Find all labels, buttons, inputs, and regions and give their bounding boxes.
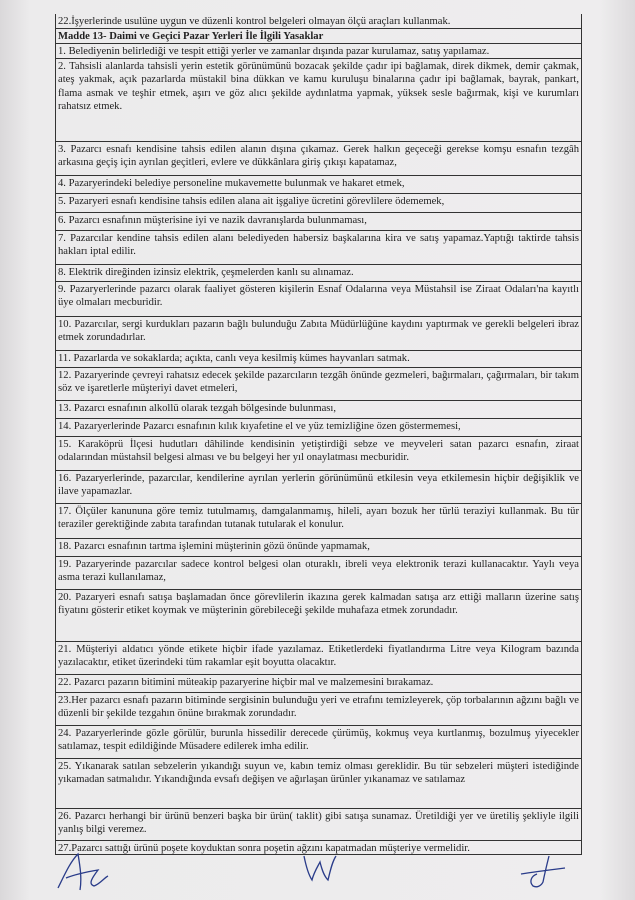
article-13-item-2: 2. Tahsisli alanlarda tahsisli yerin estetik görünümünü bozacak şekilde çadır ipi bağlamak, direk dikmek, demir çakmak, ateş yakmak, açık pazarlarda müstakil bina dükkan ve kamu kuruluşu binalarına çadır ipi bağlamak, bayrak, pankart, flama asmak ve teşhir etmek, aşırı ve göz alıcı şekilde aydınlatma yapmak, yüksek sesle bağırmak, kişi ve kurumları rahatsız etmek.: [56, 59, 581, 142]
article-13-item-10: 10. Pazarcılar, sergi kurdukları pazarın bağlı bulunduğu Zabıta Müdürlüğüne kaydını yaptırmak ve gerekli belgeleri ibraz etmek zorundadırlar.: [56, 317, 581, 351]
article-13-item-25: 25. Yıkanarak satılan sebzelerin yıkandığı suyun ve, kabın temiz olması gereklidir. Bu tür sebzeleri müşteri istediğinde yıkamadan satmalıdır. Yıkandığında evsafı değişen ve ağırlaşan ürünler yıkanamaz ve satılamaz: [56, 759, 581, 809]
article-13-item-13: 13. Pazarcı esnafının alkollü olarak tezgah bölgesinde bulunması,: [56, 401, 581, 419]
article-13-item-23: 23.Her pazarcı esnafı pazarın bitiminde sergisinin bulunduğu yeri ve etrafını temizleyerek, çöp torbalarının ağzını bağlı ve düzenli bir şekilde tezgahın önüne bırakmak zorundadır.: [56, 693, 581, 726]
article-13-item-18: 18. Pazarcı esnafının tartma işlemini müşterinin gözü önünde yapmamak,: [56, 539, 581, 557]
article-13-item-24: 24. Pazaryerlerinde gözle görülür, burunla hissedilir derecede çürümüş, kokmuş veya kurtlanmış, bozulmuş yiyecekler satılamaz, tespit edildiğinde Müsadere edilerek imha edilir.: [56, 726, 581, 759]
article-13-item-15: 15. Karaköprü İlçesi hudutları dâhilinde kendisinin yetiştirdiği sebze ve meyveleri satan pazarcı esnafın, ziraat odalarından müstahsil belgesi alması ve bu belgeyi her yıl onaylatması mecburidir.: [56, 437, 581, 471]
article-13-item-21: 21. Müşteriyi aldatıcı yönde etikete hiçbir ifade yazılamaz. Etiketlerdeki fiyatlandırma Litre veya Kilogram bazında yazılacaktır, etiket üzerindeki tüm rakamlar eşit boyutta olacaktır.: [56, 642, 581, 675]
article-13-item-17: 17. Ölçüler kanununa göre temiz tutulmamış, damgalanmamış, hileli, ayarı bozuk her türlü teraziyi kullanmak. Bu tür teraziler gerektiğinde zabıta tarafından tutanak tutularak el konulur.: [56, 504, 581, 539]
article-13-item-22: 22. Pazarcı pazarın bitimini müteakip pazaryerine hiçbir mal ve malzemesini bırakamaz.: [56, 675, 581, 693]
article-13-item-20: 20. Pazaryeri esnafı satışa başlamadan önce görevlilerin ikazına gerek kalmadan satışa arz ettiği malların üzerine satış fiyatını gösterir etiket koymak ve müşterinin görebileceği şekilde muhafaza etmek zorundadır.: [56, 590, 581, 642]
article-13-item-27: 27.Pazarcı sattığı ürünü poşete koyduktan sonra poşetin ağzını kapatmadan müşteriye vermelidir.: [58, 843, 470, 854]
article-13-item-3: 3. Pazarcı esnafı kendisine tahsis edilen alanın dışına çıkamaz. Gerek halkın geçeceği gerekse komşu esnafın tezgâh arkasına geçiş için ayrılan geçitleri, evlere ve dükkânlara giriş çıkışı kapatamaz,: [56, 142, 581, 176]
article-13-item-4: 4. Pazaryerindeki belediye personeline mukavemette bulunmak ve hakaret etmek,: [56, 176, 581, 194]
article-13-item-11: 11. Pazarlarda ve sokaklarda; açıkta, canlı veya kesilmiş kümes hayvanları satmak.: [56, 351, 581, 368]
article-13-item-7: 7. Pazarcılar kendine tahsis edilen alanı belediyeden habersiz başkalarına kira ve satış yapamaz.Yaptığı taktirde tahsis hakları iptal edilir.: [56, 231, 581, 265]
article-13-item-14: 14. Pazaryerlerinde Pazarcı esnafının kılık kıyafetine el ve yüz temizliğine özen göstermemesi,: [56, 419, 581, 437]
article-12-item-22: 22.İşyerlerinde usulüne uygun ve düzenli kontrol belgeleri olmayan ölçü araçları kullanmak.: [56, 14, 581, 29]
article-13-item-26: 26. Pazarcı herhangi bir ürünü benzeri başka bir ürün( taklit) gibi satışa sunamaz. Üretildiği yer ve üretiliş şekliyle ilgili yanlış bilgi veremez.: [56, 809, 581, 841]
article-13-item-16: 16. Pazaryerlerinde, pazarcılar, kendilerine ayrılan yerlerin görünümünü etkilesin veya etkilemesin hiçbir değişiklik ve ilave yapamazlar.: [56, 471, 581, 504]
article-13-item-6: 6. Pazarcı esnafının müşterisine iyi ve nazik davranışlarda bulunmaması,: [56, 213, 581, 231]
article-13-item-1: 1. Belediyenin belirlediği ve tespit ettiği yerler ve zamanlar dışında pazar kurulamaz, satış yapılamaz.: [56, 44, 581, 59]
article-13-item-9: 9. Pazaryerlerinde pazarcı olarak faaliyet gösteren kişilerin Esnaf Odalarına veya Müstahsil ise Ziraat Odaları'na kayıtlı üye olmaları mecburidir.: [56, 282, 581, 317]
signature-left: [52, 848, 112, 896]
article-13-item-5: 5. Pazaryeri esnafı kendisine tahsis edilen alana ait işgaliye ücretini görevlilere ödememek,: [56, 194, 581, 213]
article-13-title: Madde 13- Daimi ve Geçici Pazar Yerleri İle İlgili Yasaklar: [56, 29, 581, 44]
regulation-table: [55, 14, 582, 855]
article-13-item-8: 8. Elektrik direğinden izinsiz elektrik, çeşmelerden kanlı su alınamaz.: [56, 265, 581, 282]
article-13-item-12: 12. Pazaryerinde çevreyi rahatsız edecek şekilde pazarcıların tezgâh önünde gezmeleri, bağırmaları, çağırmaları, bir takım söz ve işaretlerle müşteriyi davet etmeleri,: [56, 368, 581, 401]
article-13-item-19: 19. Pazaryerinde pazarcılar sadece kontrol belgesi olan oturaklı, ibreli veya elektronik terazi kullanacaktır. Yaylı veya asma terazi kullanılamaz,: [56, 557, 581, 590]
signature-middle: [300, 852, 340, 884]
signature-right: [515, 852, 569, 892]
